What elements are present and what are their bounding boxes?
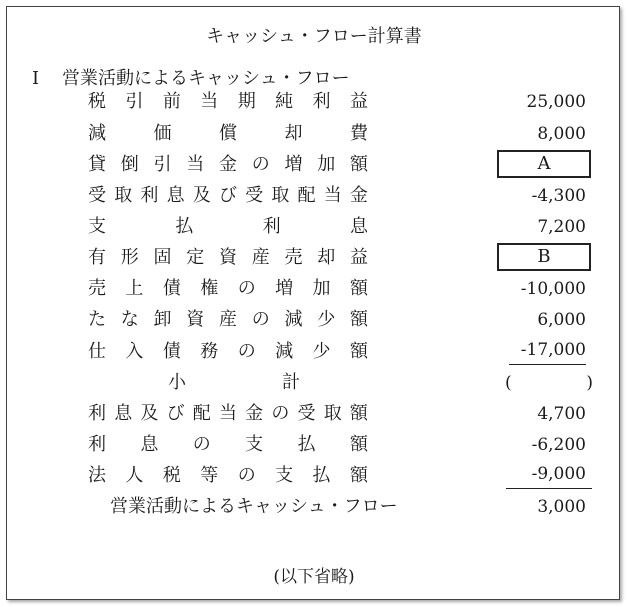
line-item xyxy=(0,149,628,181)
line-item-label xyxy=(88,86,368,118)
label-chars: 有 形 固 定 資 産 売 却 益 xyxy=(88,247,368,268)
line-item xyxy=(0,304,628,336)
label-chars: 税 引 前 当 期 純 利 益 xyxy=(88,91,368,112)
line-item xyxy=(0,336,628,368)
line-item-label xyxy=(88,429,368,461)
section-heading-text: 営業活動によるキャッシュ・フロー xyxy=(62,68,350,89)
omitted-note: (以下省略) xyxy=(273,567,355,587)
line-item-amount: 25,000 xyxy=(526,92,586,112)
label-chars: 減 価 償 却 費 xyxy=(88,123,368,144)
line-item-amount: -4,300 xyxy=(531,186,586,206)
label-chars: た な 卸 資 産 の 減 少 額 xyxy=(88,309,368,330)
label-chars: 支 払 利 息 xyxy=(88,216,368,237)
line-item-amount: -6,200 xyxy=(531,435,586,455)
label-chars: 貸 倒 引 当 金 の 増 加 額 xyxy=(88,154,368,175)
line-item-amount: -17,000 xyxy=(509,336,586,365)
line-item-amount: 8,000 xyxy=(537,124,586,144)
line-item-label xyxy=(168,367,300,399)
line-item-label xyxy=(88,211,368,243)
line-item-amount: -10,000 xyxy=(520,279,586,299)
line-item-label xyxy=(88,118,368,150)
label-chars: 仕 入 債 務 の 減 少 額 xyxy=(88,341,368,362)
line-item xyxy=(0,86,628,118)
line-item xyxy=(0,180,628,212)
line-item-amount: 6,000 xyxy=(537,310,586,330)
line-item-label xyxy=(88,398,368,430)
line-item-label xyxy=(88,149,368,181)
line-item xyxy=(0,211,628,243)
line-item xyxy=(0,491,628,523)
line-item-amount: 3,000 xyxy=(537,497,586,517)
line-item-amount: -9,000 xyxy=(520,460,586,489)
line-item-amount: 7,200 xyxy=(537,217,586,237)
line-item-label xyxy=(88,336,368,368)
line-item-amount: 4,700 xyxy=(537,404,586,424)
line-item-label xyxy=(88,273,368,305)
answer-box: B xyxy=(497,243,591,271)
line-item xyxy=(0,273,628,305)
line-item-label: 営業活動によるキャッシュ・フロー xyxy=(110,496,398,517)
label-chars: 利 息 の 支 払 額 xyxy=(88,434,368,455)
line-item-label xyxy=(88,460,368,492)
open-paren: ( xyxy=(505,373,512,393)
line-item xyxy=(0,367,628,399)
label-chars: 小 計 xyxy=(168,372,300,393)
line-item xyxy=(0,118,628,150)
section-number: I xyxy=(32,68,40,89)
line-item xyxy=(0,429,628,461)
line-item-label xyxy=(88,180,368,212)
label-chars: 利 息 及 び 配 当 金 の 受 取 額 xyxy=(88,403,368,424)
line-item-label xyxy=(88,304,368,336)
label-chars: 受 取 利 息 及 び 受 取 配 当 金 xyxy=(88,185,368,206)
label-chars: 売 上 債 権 の 増 加 額 xyxy=(88,278,368,299)
statement-title: キャッシュ・フロー計算書 xyxy=(206,26,422,47)
line-item xyxy=(0,242,628,274)
total-rule xyxy=(506,488,592,489)
answer-box: A xyxy=(497,150,591,178)
subtotal-blank xyxy=(505,367,593,399)
close-paren: ) xyxy=(586,373,593,393)
line-item xyxy=(0,398,628,430)
line-item-label xyxy=(88,242,368,274)
label-chars: 法 人 税 等 の 支 払 額 xyxy=(88,465,368,486)
